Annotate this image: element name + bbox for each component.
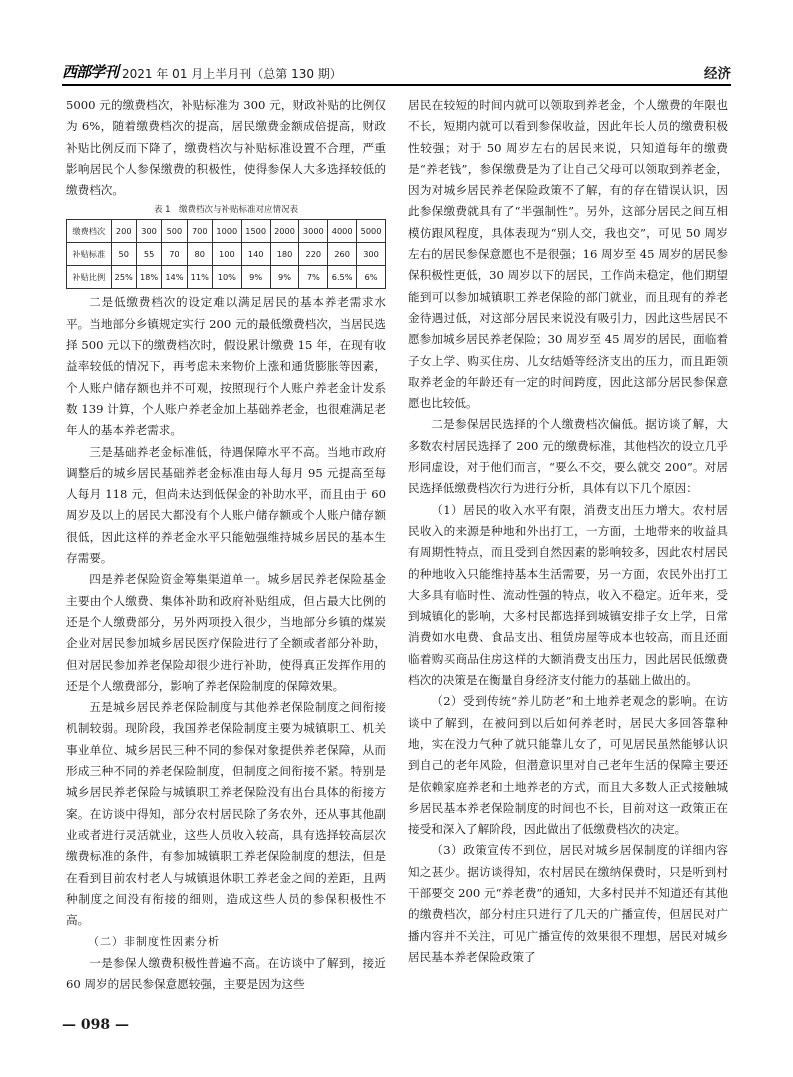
table-cell: 6.5% (328, 266, 357, 289)
table-cell: 11% (187, 266, 212, 289)
paragraph: （3）政策宣传不到位，居民对城乡居保制度的详细内容知之甚少。据访谈得知，农村居民在缴纳保费时，只是听到村干部要交 200 元“养老费”的通知，大多村民并不知道还有其他的缴费档次，部分村庄只进行了几天的广播宣传，但居民对广播内容并不关注，可见广播宣传的效果很不理想，居民对城乡居民基本养老保险政策了 (408, 843, 728, 964)
paragraph: （2）受到传统“养儿防老”和土地养老观念的影响。在访谈中了解到，在被问到以后如何养老时，居民大多回答靠种地，实在没力气种了就只能靠儿女了，可见居民虽然能够认识到自己的老年风险，但潜意识里对自己老年生活的保障主要还是依赖家庭养老和土地养老的方式，而且大多数人正式接触城乡居民基本养老保险制度的时间也不长，目前对这一政策正在接受和深入了解阶段，因此做出了低缴费档次的决定。 (408, 694, 728, 837)
table-cell: 70 (162, 243, 187, 266)
table-row (67, 243, 386, 266)
row-header: 缴费档次 (67, 220, 112, 243)
table-cell: 1500 (241, 220, 270, 243)
table-cell: 7% (299, 266, 328, 289)
table-cell: 80 (187, 243, 212, 266)
table-cell: 10% (212, 266, 241, 289)
table-cell: 50 (111, 243, 136, 266)
table-cell: 4000 (328, 220, 357, 243)
table-cell: 220 (299, 243, 328, 266)
left-column (66, 95, 386, 995)
table-cell: 700 (187, 220, 212, 243)
page-number: — 098 — (62, 1017, 129, 1033)
contribution-table (66, 219, 386, 289)
paragraph: 居民在较短的时间内就可以领取到养老金，个人缴费的年限也不长，短期内就可以看到参保收益，因此年长人员的缴费积极性较强；对于 50 周岁左右的居民来说，只知道每年的缴费是“养老钱”，参保缴费是为了让自己父母可以领取到养老金，因为对城乡居民养老保险政策不了解，有的存在错误认识，因此参保缴费就具有了“半强制性”。另外，这部分居民之间互相模仿跟风程度，具体表现为“别人交，我也交”，可见 50 周岁左右的居民参保意愿也不是很强；16 周岁至 45 周岁的居民参保积极性更低，30 周岁以下的居民，工作尚未稳定，他们期望能到可以参加城镇职工养老保险的部门就业，而且现有的养老金待遇过低，对这部分居民来说没有吸引力，因此这些居民不愿参加城乡居民养老保险；30 周岁至 45 周岁的居民，面临着子女上学、购买住房、儿女结婚等经济支出的压力，而且距领取养老金的年龄还有一定的时间跨度，因此这部分居民参保意愿也比较低。 (408, 98, 728, 411)
table-cell: 55 (136, 243, 161, 266)
paragraph: 三是基础养老金标准低，待遇保障水平不高。当地市政府调整后的城乡居民基础养老金标准由每人每月 95 元提高至每人每月 118 元，但尚未达到低保金的补助水平，而且由于 60 周岁及以上的居民大都没有个人账户储存额或个人账户储存额很低，因此这样的养老金水平只能勉强维持城乡居民的基本生存需要。 (66, 444, 386, 566)
journal-logo: 西部学刊 (62, 63, 119, 81)
row-header: 补贴标准 (67, 243, 112, 266)
table-cell: 9% (270, 266, 299, 289)
paragraph: 二是低缴费档次的设定难以满足居民的基本养老需求水平。当地部分乡镇规定实行 200 元的最低缴费档次，当居民选择 500 元以下的缴费档次时，假设累计缴费 15 年，在现有收益率较低的情况下，再考虑未来物价上涨和通货膨胀等因素，个人账户储存额也并不可观，按照现行个人账户养老金计发系数 139 计算，个人账户养老金加上基础养老金，也很难满足老年人的基本养老需求。 (66, 295, 386, 438)
table-cell: 5000 (357, 220, 386, 243)
table-cell: 1000 (212, 220, 241, 243)
table-cell: 100 (212, 243, 241, 266)
header-rule (62, 84, 731, 86)
table-cell: 260 (328, 243, 357, 266)
table-cell: 9% (241, 266, 270, 289)
issue-info: 2021 年 01 月上半月刊（总第 130 期） (122, 67, 342, 81)
table-row (67, 266, 386, 289)
table-cell: 200 (111, 220, 136, 243)
page-header (62, 60, 731, 82)
table-row (67, 220, 386, 243)
table-cell: 300 (136, 220, 161, 243)
table-cell: 300 (357, 243, 386, 266)
table-cell: 2000 (270, 220, 299, 243)
section-label: 经济 (704, 66, 731, 82)
right-column (408, 95, 728, 968)
paragraph: （1）居民的收入水平有限，消费支出压力增大。农村居民收入的来源是种地和外出打工，一方面，土地带来的收益具有周期性特点，而且受到自然因素的影响较多，因此农村居民的种地收入只能维持基本生活需要，另一方面，农民外出打工大多具有临时性、流动性强的特点，收入不稳定。近年来，受到城镇化的影响，大多村民都选择到城镇安排子女上学，日常消费如水电费、食品支出、租赁房屋等成本也较高，而且还面临着购买商品住房这样的大额消费支出压力，因此居民低缴费档次的决策是在衡量自身经济支付能力的基础上做出的。 (408, 502, 728, 688)
table-cell: 140 (241, 243, 270, 266)
paragraph: 二是参保居民选择的个人缴费档次偏低。据访谈了解，大多数农村居民选择了 200 元的缴费标准，其他档次的设立几乎形同虚设，对于他们而言，“要么不交，要么就交 200”。对居民选择低缴费档次行为进行分析，具体有以下几个原因： (408, 417, 728, 496)
table-cell: 25% (111, 266, 136, 289)
paragraph: 四是养老保险资金筹集渠道单一。城乡居民养老保险基金主要由个人缴费、集体补助和政府补贴组成，但占最大比例的还是个人缴费部分，另外两项投入很少，当地部分乡镇的煤炭企业对居民参加城乡居民医疗保险进行了全额或者部分补助，但对居民参加养老保险却很少进行补助，使得真正发挥作用的还是个人缴费部分，影响了养老保险制度的保障效果。 (66, 572, 386, 693)
table-cell: 500 (162, 220, 187, 243)
table-cell: 180 (270, 243, 299, 266)
table-caption: 表 1 缴费档次与补贴标准对应情况表 (153, 205, 299, 216)
table-cell: 6% (357, 266, 386, 289)
paragraph: 5000 元的缴费档次，补贴标准为 300 元，财政补贴的比例仅为 6%，随着缴费档次的提高，居民缴费金额成倍提高，财政补贴比例反而下降了，缴费档次与补贴标准设置不合理，严重影响居民个人参保缴费的积极性，使得参保人大多选择较低的缴费档次。 (66, 98, 386, 198)
table-cell: 18% (136, 266, 161, 289)
header-left (62, 61, 342, 82)
row-header: 补贴比例 (67, 266, 112, 289)
subheading: （二）非制度性因素分析 (88, 935, 220, 949)
paragraph: 一是参保人缴费积极性普遍不高。在访谈中了解到，接近 60 周岁的居民参保意愿较强，主要是因为这些 (66, 955, 386, 991)
table-cell: 14% (162, 266, 187, 289)
paragraph: 五是城乡居民养老保险制度与其他养老保险制度之间衔接机制较弱。现阶段，我国养老保险制度主要为城镇职工、机关事业单位、城乡居民三种不同的参保对象提供养老保障，从而形成三种不同的养老保险制度，但制度之间衔接不紧。特别是城乡居民养老保险与城镇职工养老保险没有出台具体的衔接方案。在访谈中得知，部分农村居民除了务农外，还从事其他副业或者进行灵活就业，这些人员收入较高，具有选择较高层次缴费标准的条件，有参加城镇职工养老保险制度的想法，但是在看到目前农村老人与城镇退休职工养老金之间的差距，且两种制度之间没有衔接的细则，造成这些人员的参保积极性不高。 (66, 700, 386, 928)
table-cell: 3000 (299, 220, 328, 243)
